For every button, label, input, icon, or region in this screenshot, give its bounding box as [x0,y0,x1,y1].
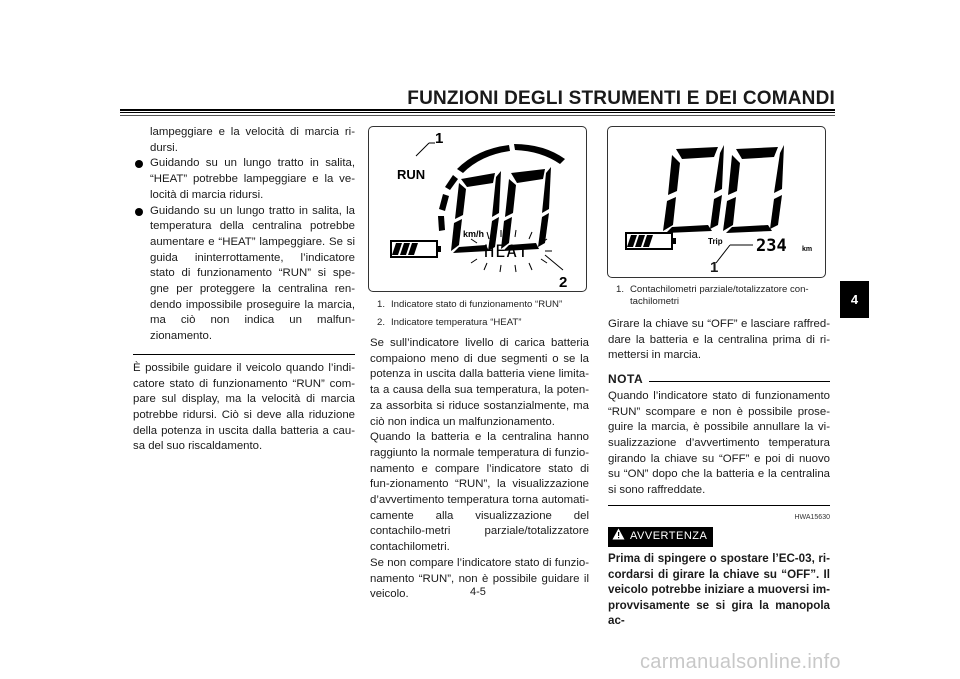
chapter-tab: 4 [840,281,869,318]
reference-code: HWA15630 [794,513,830,521]
caption-number: 1. [616,284,625,295]
figure1-captions [377,299,587,335]
caption-row [377,299,587,311]
warning-text: Prima di spingere o spostare l’EC-03, ri-cordarsi di girare la chiave su “OFF”. Il veicolo potrebbe iniziare a muoversi im-provvisamente se si gira la manopola ac- [608,552,830,628]
section-separator [133,354,355,355]
trip-label: Trip [708,237,723,246]
odometer-value: 234 [756,236,787,256]
header-rule [120,115,835,116]
figure2-captions [616,284,828,314]
caption-text: Indicatore temperatura “HEAT” [391,317,522,328]
caption-row [377,317,587,329]
header-rule [120,109,835,111]
nota-rule [649,381,830,382]
column-right [608,317,830,629]
body-paragraph: È possibile guidare il veicolo quando l’indi-catore stato di funzionamento “RUN” com-pare sul display, ma la velocità di marcia potrebbe ridursi. Ciò si deve alla riduzione della potenza in uscita dalla batteria a cau-sa del suo riscaldamento. [133,361,355,453]
callout-2-label: 2 [559,274,568,291]
nota-end-rule [608,505,830,506]
caption-row [616,284,828,308]
header-rule [120,112,835,113]
odometer-unit: km [802,246,813,253]
nota-heading [608,372,830,388]
column-middle [370,336,589,603]
display-figure-run-heat [368,126,587,292]
watermark: carmanualsonline.info [640,651,841,673]
run-indicator-label: RUN [397,167,426,182]
heat-indicator-label: HEAT [484,242,529,262]
nota-label: NOTA [608,372,644,387]
warning-label: AVVERTENZA [630,530,708,543]
lcd-display-illustration [369,127,588,293]
bullet-text: Guidando su un lungo tratto in salita, “HEAT” potrebbe lampeggiare e la ve-locità di marcia ridursi. [150,157,355,201]
warning-badge [608,527,713,547]
bullet-text: Guidando su un lungo tratto in salita, la temperatura della centralina potrebbe aumentare e “HEAT” lampeggiare. Se si guida ininterrottamente, l’indicatore stato di funzionamento “RUN” si spe-gne per proteggere la centralina ren-dendo impossibile proseguire la marcia, ma ciò non indica un malfun-zionamento. [150,204,355,343]
callout-1-label: 1 [435,130,444,147]
column-left [133,125,355,455]
caption-number: 2. [377,317,386,328]
caption-text: Contachilometri parziale/totalizzatore con-tachilometri [630,284,809,307]
intro-continuation: lampeggiare e la velocità di marcia ri-dursi. [150,126,355,154]
body-paragraph: Quando la batteria e la centralina hanno raggiunto la normale temperatura di funzio-namento e compare l’indicatore stato di fun-zionamento “RUN”, la visualizzazione d’avvertimento temperatura torna automati-camente alla visualizzazione del contachilo-metri parziale/totalizzatore contachilometri. [370,431,589,554]
lcd-odometer-illustration [608,127,827,279]
page-number: 4-5 [470,586,486,598]
body-paragraph: Girare la chiave su “OFF” e lasciare raffred-dare la batteria e la centralina prima di ri-mettersi in marcia. [608,318,830,362]
caption-number: 1. [377,299,386,310]
callout-1-label: 1 [710,259,719,276]
speed-unit-label: km/h [463,229,485,239]
bullet-item [133,204,355,345]
caption-text: Indicatore stato di funzionamento “RUN” [391,299,563,310]
body-paragraph: Se non compare l’indicatore stato di funzio-namento “RUN”, non è possibile guidare il veicolo. [370,556,589,601]
page-header-title: FUNZIONI DEGLI STRUMENTI E DEI COMANDI [407,88,835,109]
bullet-item [133,156,355,203]
bullet-dot [135,208,143,216]
warning-icon [612,528,625,546]
bullet-dot [135,160,143,168]
nota-text: Quando l’indicatore stato di funzionamento “RUN” scompare e non è possibile prose-guire la marcia, è possibile annullare la vi-sualizzazione d’avvertimento temperatura girando la chiave su “OFF” e poi di nuovo su “ON” dopo che la batteria e la centralina si sono raffreddate. [608,389,830,497]
display-figure-trip [607,126,826,278]
body-paragraph: Se sull’indicatore livello di carica batteria compaiono meno di due segmenti o se la potenza in uscita dalla batteria viene limita-ta a causa della sua temperatura, la poten-za assorbita si riduce sostanzialmente, ma ciò non indica un malfunzionamento. [370,337,589,428]
